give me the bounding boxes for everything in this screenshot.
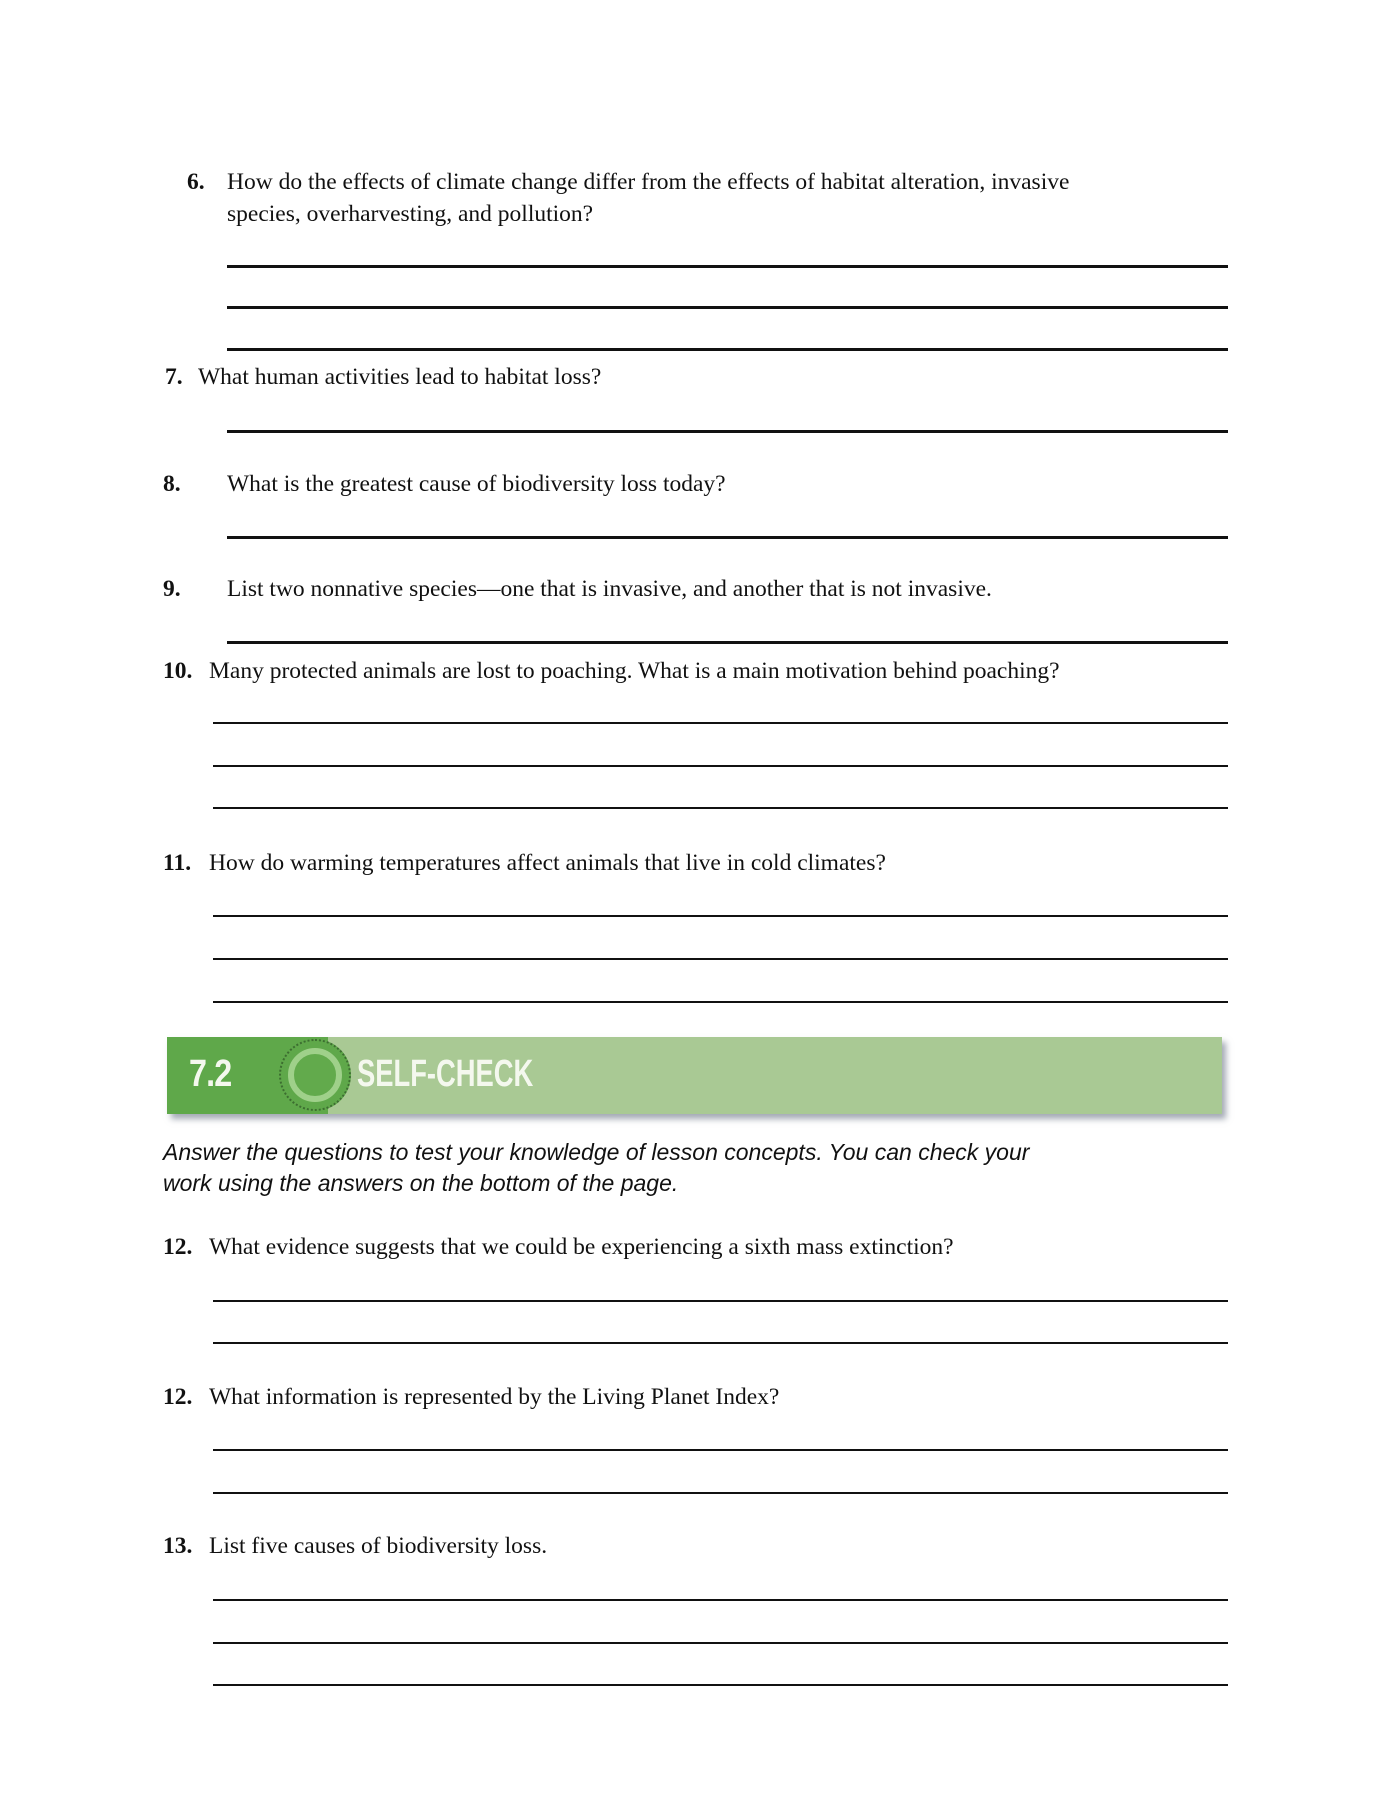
question-text: How do warming temperatures affect animals that live in cold climates? (209, 850, 886, 876)
question-number: 7. (165, 364, 183, 390)
question-number: 10. (163, 658, 193, 684)
answer-line[interactable] (227, 265, 1228, 268)
question-number: 12. (163, 1384, 193, 1410)
question-number: 13. (163, 1533, 193, 1559)
question-text: What information is represented by the Living Planet Index? (209, 1384, 780, 1410)
answer-line[interactable] (213, 1684, 1228, 1686)
answer-line[interactable] (213, 1342, 1228, 1344)
question-text: Many protected animals are lost to poaching. What is a main motivation behind poaching? (209, 658, 1060, 684)
question-text: List five causes of biodiversity loss. (209, 1533, 548, 1559)
section-title: SELF-CHECK (357, 1053, 534, 1095)
section-number: 7.2 (189, 1053, 232, 1095)
answer-line[interactable] (213, 765, 1228, 767)
question-text: How do the effects of climate change differ from the effects of habitat alteration, invasive (227, 169, 1070, 195)
answer-line[interactable] (213, 958, 1228, 960)
answer-line[interactable] (227, 306, 1228, 309)
answer-line[interactable] (227, 348, 1228, 351)
answer-line[interactable] (213, 722, 1228, 724)
question-number: 9. (163, 576, 181, 602)
question-text: What evidence suggests that we could be experiencing a sixth mass extinction? (209, 1234, 954, 1260)
answer-line[interactable] (213, 1001, 1228, 1003)
section-banner (167, 1037, 1222, 1114)
question-text: What human activities lead to habitat loss? (198, 364, 602, 390)
answer-line[interactable] (213, 1642, 1228, 1644)
answer-line[interactable] (213, 915, 1228, 917)
question-number: 11. (163, 850, 192, 876)
answer-line[interactable] (213, 1599, 1228, 1601)
answer-line[interactable] (227, 430, 1228, 433)
answer-line[interactable] (213, 807, 1228, 809)
question-number: 12. (163, 1234, 193, 1260)
question-number: 8. (163, 471, 181, 497)
question-text: What is the greatest cause of biodiversity loss today? (227, 471, 726, 497)
intro-text: work using the answers on the bottom of the page. (163, 1170, 679, 1196)
circle-ring-icon (288, 1048, 342, 1102)
answer-line[interactable] (213, 1300, 1228, 1302)
answer-line[interactable] (213, 1492, 1228, 1494)
question-text: List two nonnative species—one that is invasive, and another that is not invasive. (227, 576, 992, 602)
answer-line[interactable] (213, 1449, 1228, 1451)
answer-line[interactable] (227, 536, 1228, 539)
intro-text: Answer the questions to test your knowledge of lesson concepts. You can check your (163, 1139, 1030, 1165)
answer-line[interactable] (227, 641, 1228, 644)
question-text: species, overharvesting, and pollution? (227, 201, 594, 227)
question-number: 6. (187, 169, 205, 195)
circle-emblem-icon (279, 1039, 351, 1111)
